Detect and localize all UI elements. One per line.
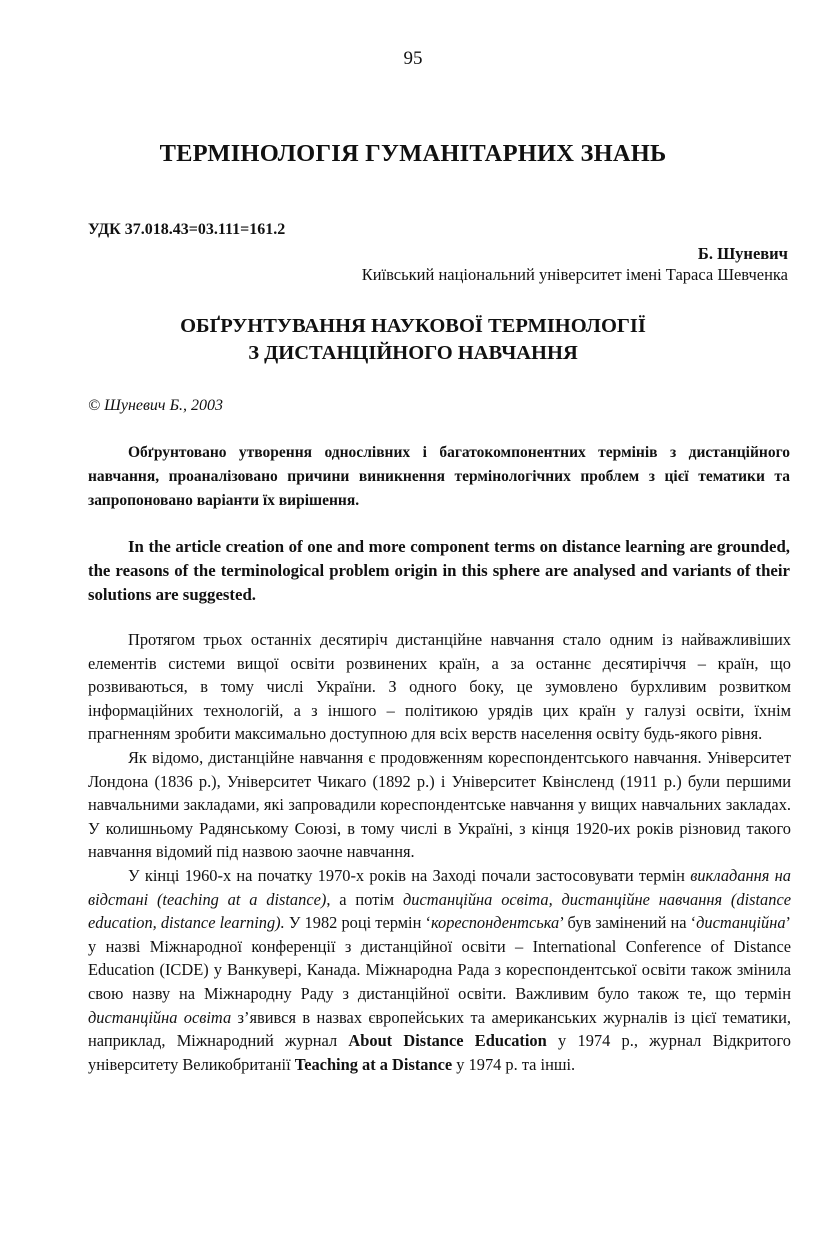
italic-term: дистанційна освіта: [88, 1007, 232, 1027]
paragraph-text: ’ був замінений на ‘: [559, 913, 697, 933]
article-body: [88, 628, 791, 1076]
article-title-line-2: З ДИСТАНЦІЙНОГО НАВЧАННЯ: [248, 342, 578, 364]
article-title: [0, 313, 826, 367]
article-title-line-1: ОБҐРУНТУВАННЯ НАУКОВОЇ ТЕРМІНОЛОГІЇ: [180, 315, 646, 337]
italic-term: дистанційна: [696, 913, 786, 933]
author-name: Б. Шуневич: [697, 244, 788, 263]
body-paragraph-1: Протягом трьох останніх десятиріч дистанційне навчання стало одним із найважливіших елементів системи вищої освіти розвинених країн, а за останнє десятиріччя – країн, що розвиваються, в тому числі України. З одного боку, це зумовлено бурхливим розвитком інформаційних технологій, а з іншого – політикою урядів цих країн у галузі освіти, їхнім прагненням зробити максимально доступною для всіх верств населення освіту будь-якого рівня.: [88, 630, 791, 744]
journal-title: Teaching at a Distance: [294, 1054, 453, 1074]
paragraph-text: у 1974 р., журнал Відкритого університету Великобританії: [88, 1031, 791, 1074]
abstract-ukrainian: Обґрунтовано утворення однослівних і багатокомпонентних термінів з дистанційного навчання, проаналізовано причини виникнення термінологічних проблем з цієї тематики та запропоновано варіанти їх вирішення.: [88, 444, 790, 509]
italic-term: дистанційна освіта, дистанційне навчання (distance education, distance learning).: [88, 889, 791, 933]
italic-term: викладання на відстані (teaching at a distance): [88, 865, 791, 909]
paragraph-text: у 1974 р. та інші.: [452, 1054, 576, 1074]
journal-title: About Distance Education: [348, 1031, 547, 1051]
author-affiliation: Київський національний університет імені Тараса Шевченка: [361, 265, 788, 284]
udc-code: УДК 37.018.43=03.111=161.2: [88, 221, 286, 238]
body-paragraph-3: [88, 864, 791, 1076]
italic-term: кореспондентська: [430, 913, 560, 933]
page-number: 95: [403, 48, 423, 69]
paragraph-text: У 1982 році термін ‘: [284, 913, 431, 933]
body-paragraph-2: Як відомо, дистанційне навчання є продовженням кореспондентського навчання. Університет Лондона (1836 р.), Університет Чикаго (1892 р.) і Університет Квінсленд (1911 р.) були першими навчальними закладами, які запровадили кореспондентське навчання у вищих навчальних закладах. У колишньому Радянському Союзі, в тому числі в Україні, з кінця 1920-их років різновид такого навчання відомий під назвою заочне навчання.: [88, 747, 791, 862]
section-title: ТЕРМІНОЛОГІЯ ГУМАНІТАРНИХ ЗНАНЬ: [159, 140, 667, 167]
copyright-notice: © Шуневич Б., 2003: [88, 397, 223, 414]
paragraph-text: У кінці 1960-х на початку 1970-х років на Заході почали застосовувати термін: [128, 865, 691, 885]
paragraph-text: ’ у назві Міжнародної конференції з дистанційної освіти – International Conference of Distance Education (ICDE) у Ванкувері, Канада. Міжнародна Рада з кореспондентської освіти також змінила свою назву на Міжнародну Раду з дистанційної освіти. Важливим було також те, що термін: [88, 913, 791, 1003]
paragraph-text: з’явився в назвах європейських та американських журналів із цієї тематики, наприклад, Міжнародний журнал: [88, 1007, 791, 1051]
abstract-english: In the article creation of one and more component terms on distance learning are grounded, the reasons of the terminological problem origin in this sphere are analysed and variants of their solutions are suggested.: [88, 537, 790, 604]
paragraph-text: , а потім: [326, 889, 403, 909]
